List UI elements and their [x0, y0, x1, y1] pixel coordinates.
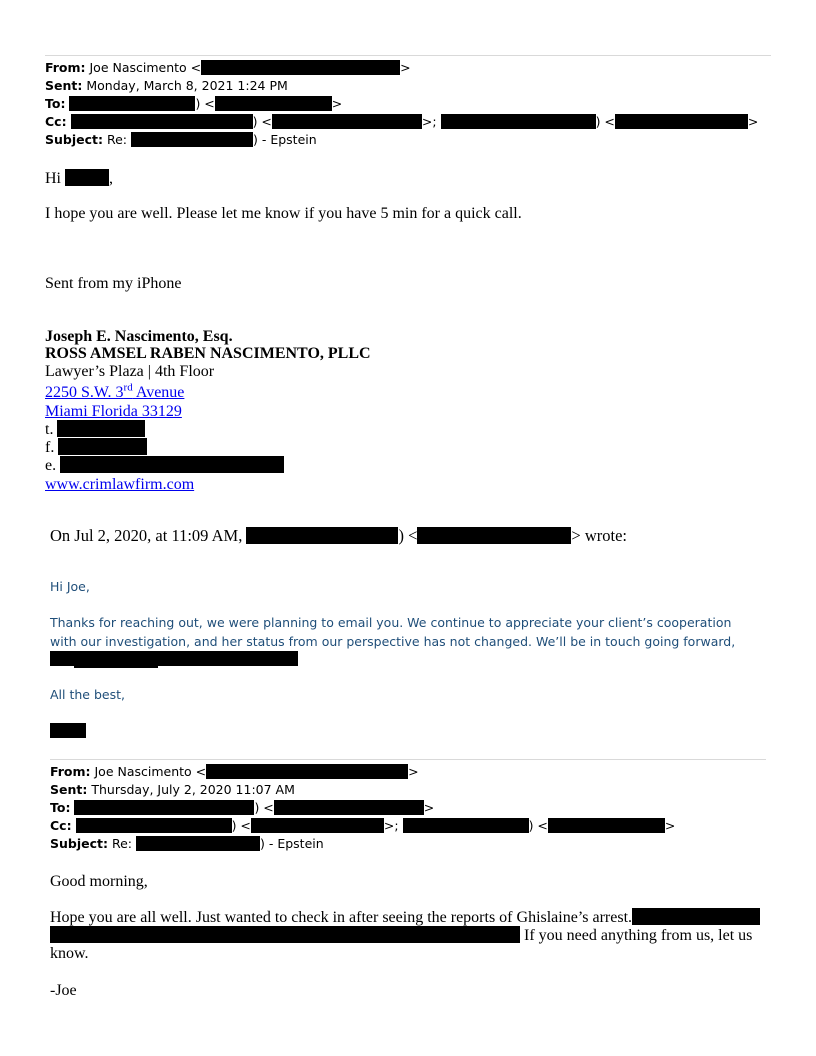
from-name: Joe Nascimento < [94, 764, 207, 779]
email2-from-line: From: Joe Nascimento < > [50, 764, 419, 779]
signature-address-2[interactable] [45, 383, 184, 402]
signature-email: e. [45, 456, 284, 475]
redaction [201, 60, 400, 75]
signature-phone: t. [45, 420, 145, 439]
email1-to-line: To: ) < > [45, 96, 343, 111]
address-link[interactable]: 2250 S.W. 3rd Avenue [45, 381, 185, 401]
redaction [131, 132, 253, 147]
sent-value: Thursday, July 2, 2020 11:07 AM [91, 782, 295, 797]
redaction [632, 908, 760, 925]
redaction [274, 800, 424, 815]
quote-closing: All the best, [50, 687, 125, 702]
redaction [60, 456, 284, 473]
from-name: Joe Nascimento < [89, 60, 202, 75]
from-label: From: [50, 764, 91, 779]
redaction [251, 818, 384, 833]
header-divider-1 [45, 55, 771, 56]
email2-greeting: Good morning, [50, 873, 148, 890]
redaction [57, 420, 145, 437]
email1-body: I hope you are well. Please let me know if you have 5 min for a quick call. [45, 205, 522, 222]
signature-fax: f. [45, 438, 147, 457]
redaction [50, 723, 86, 738]
redaction [71, 114, 253, 129]
quote-greeting: Hi Joe, [50, 579, 90, 594]
header-divider-2 [50, 759, 766, 760]
redaction [58, 438, 147, 455]
email2-signoff: -Joe [50, 982, 77, 999]
redaction [246, 527, 398, 544]
email1-subject-line: Subject: Re: ) - Epstein [45, 132, 317, 147]
email2-cc-line: Cc: ) < >; ) < > [50, 818, 676, 833]
cc-label: Cc: [50, 818, 72, 833]
quote-header: On Jul 2, 2020, at 11:09 AM, ) < > wrote: [50, 526, 628, 545]
email1-cc-line: Cc: ) < >; ) < > [45, 114, 759, 129]
email2-sent-line [50, 781, 295, 799]
redaction [215, 96, 332, 111]
redaction [65, 169, 109, 186]
signature-firm: ROSS AMSEL RABEN NASCIMENTO, PLLC [45, 345, 371, 362]
email1-greeting: Hi , [45, 170, 113, 187]
sent-value: Monday, March 8, 2021 1:24 PM [86, 78, 288, 93]
email2-body-line-2: If you need anything from us, let us [50, 926, 752, 945]
redaction [76, 818, 232, 833]
email1-from-line: From: Joe Nascimento < > [45, 60, 411, 75]
redaction [403, 818, 529, 833]
signature-name: Joseph E. Nascimento, Esq. [45, 328, 233, 345]
redaction [272, 114, 422, 129]
redaction [74, 800, 254, 815]
email1-sent-from: Sent from my iPhone [45, 275, 182, 292]
email2-body-line-3: know. [50, 945, 89, 962]
redaction [136, 836, 260, 851]
email2-body-line-1: Hope you are all well. Just wanted to check in after seeing the reports of Ghislaine’s arrest. [50, 908, 760, 927]
to-label: To: [50, 800, 71, 815]
from-label: From: [45, 60, 86, 75]
redaction [548, 818, 665, 833]
subject-label: Subject: [50, 836, 108, 851]
redaction [441, 114, 596, 129]
website-link[interactable]: www.crimlawfirm.com [45, 476, 195, 493]
subject-label: Subject: [45, 132, 103, 147]
sent-label: Sent: [50, 782, 88, 797]
signature-address-1: Lawyer’s Plaza | 4th Floor [45, 363, 215, 380]
redaction [50, 926, 520, 943]
city-link[interactable]: Miami Florida 33129 [45, 403, 182, 420]
email2-to-line: To: ) < > [50, 800, 435, 815]
redaction [50, 651, 298, 666]
email1-sent-line [45, 77, 288, 95]
redaction [615, 114, 748, 129]
redaction [69, 96, 195, 111]
email2-subject-line: Subject: Re: ) - Epstein [50, 836, 324, 851]
redaction [206, 764, 408, 779]
signature-address-3[interactable] [45, 402, 182, 421]
signature-website[interactable] [45, 475, 194, 494]
cc-label: Cc: [45, 114, 67, 129]
redaction [417, 527, 571, 544]
to-label: To: [45, 96, 66, 111]
quote-body: Thanks for reaching out, we were planning to email you. We continue to appreciate your client’s cooperation with our investigation, and her status from our perspective has not changed. We’ll be in touch going forward, [50, 613, 760, 670]
sent-label: Sent: [45, 78, 83, 93]
